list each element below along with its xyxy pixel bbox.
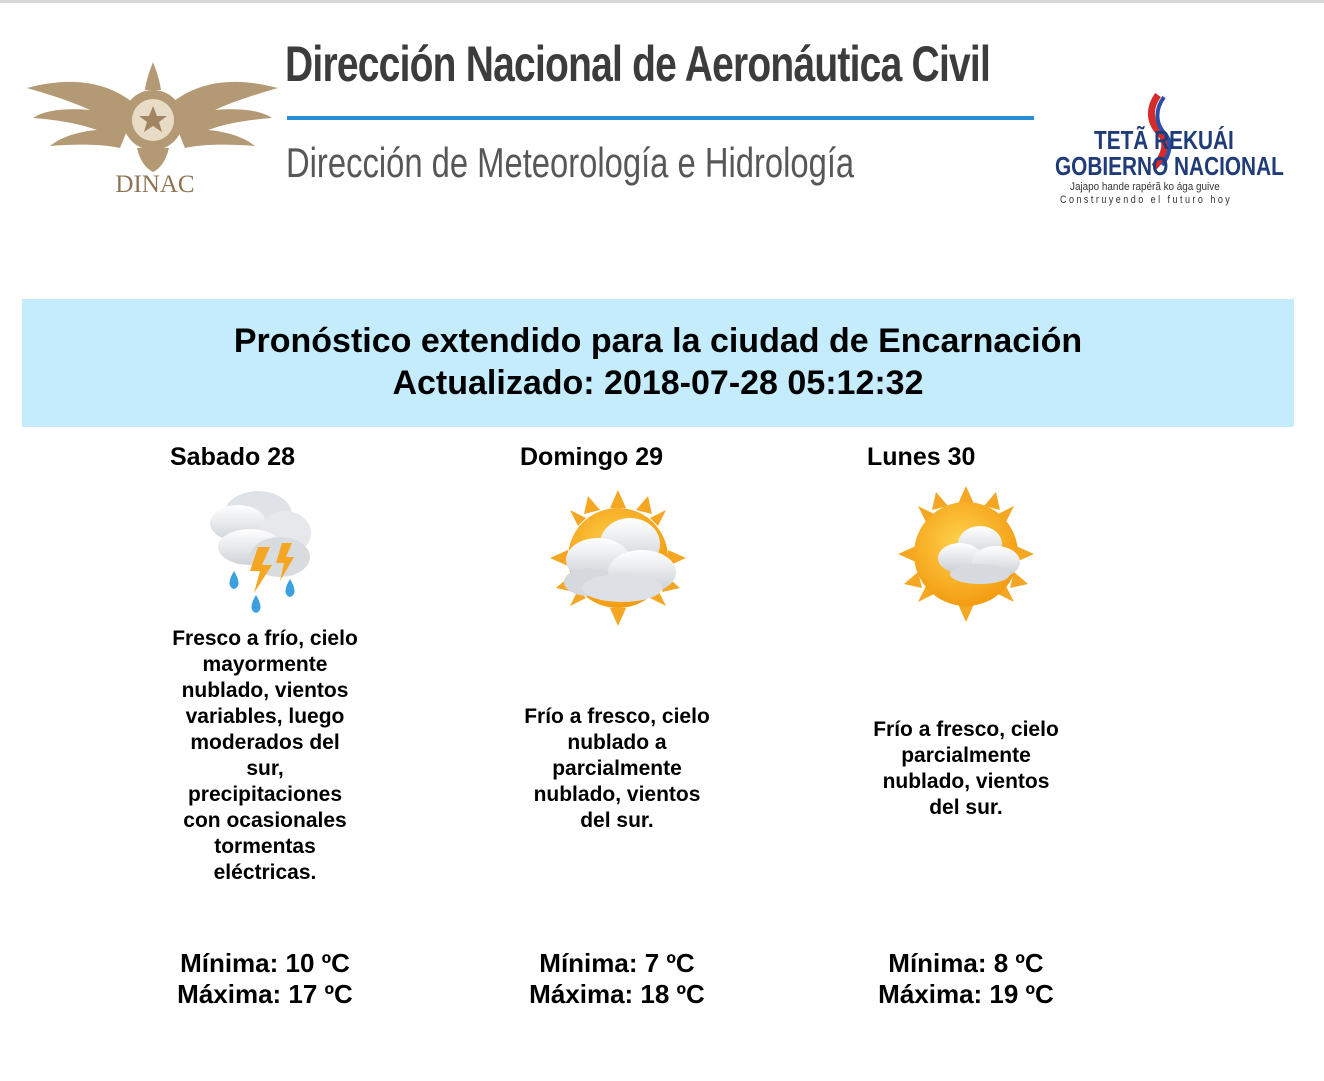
gobierno-nacional-logo [1052, 93, 1282, 213]
forecast-temperatures [851, 948, 1081, 1010]
gov-logo-line1: TETÃ REKUÁI [1094, 125, 1234, 155]
max-temperature: Máxima: 19 ºC [878, 979, 1054, 1009]
storm-rain-cloud-icon [200, 485, 340, 625]
banner-updated-timestamp: Actualizado: 2018-07-28 05:12:32 [392, 364, 924, 402]
sun-small-cloud-icon [896, 484, 1036, 624]
forecast-description: Frío a fresco, cielo nublado a parcialmente nublado, vientos del sur. [524, 705, 710, 832]
dinac-logo-text: DINAC [115, 171, 195, 198]
max-temperature: Máxima: 17 ºC [177, 979, 353, 1009]
min-temperature: Mínima: 10 ºC [180, 948, 350, 978]
forecast-banner [22, 299, 1294, 427]
forecast-description: Frío a fresco, cielo parcialmente nublado, vientos del sur. [873, 718, 1059, 819]
day-name: Lunes 30 [867, 443, 976, 471]
gov-logo-line2: GOBIERNO NACIONAL [1055, 151, 1284, 181]
organization-subname: Dirección de Meteorología e Hidrología [286, 139, 855, 186]
sun-behind-clouds-icon [548, 488, 688, 628]
day-name: Domingo 29 [520, 443, 664, 471]
header-divider [287, 116, 1034, 120]
forecast-description: Fresco a frío, cielo mayormente nublado, vientos variables, luego moderados del sur, precipitaciones con ocasionales tormentas eléctricas. [172, 627, 358, 884]
gov-logo-spanish-slogan: Construyendo el futuro hoy [1060, 194, 1233, 206]
forecast-temperatures [502, 948, 732, 1010]
forecast-temperatures [150, 948, 380, 1010]
min-temperature: Mínima: 7 ºC [539, 948, 695, 978]
organization-name: Dirección Nacional de Aeronáutica Civil [285, 36, 991, 92]
banner-title: Pronóstico extendido para la ciudad de Encarnación [233, 322, 1083, 360]
day-name: Sabado 28 [170, 443, 296, 471]
min-temperature: Mínima: 8 ºC [888, 948, 1044, 978]
gov-logo-guarani-slogan: Jajapo hande rapérã ko ága guive [1070, 181, 1220, 193]
max-temperature: Máxima: 18 ºC [529, 979, 705, 1009]
page-header [0, 3, 1324, 233]
